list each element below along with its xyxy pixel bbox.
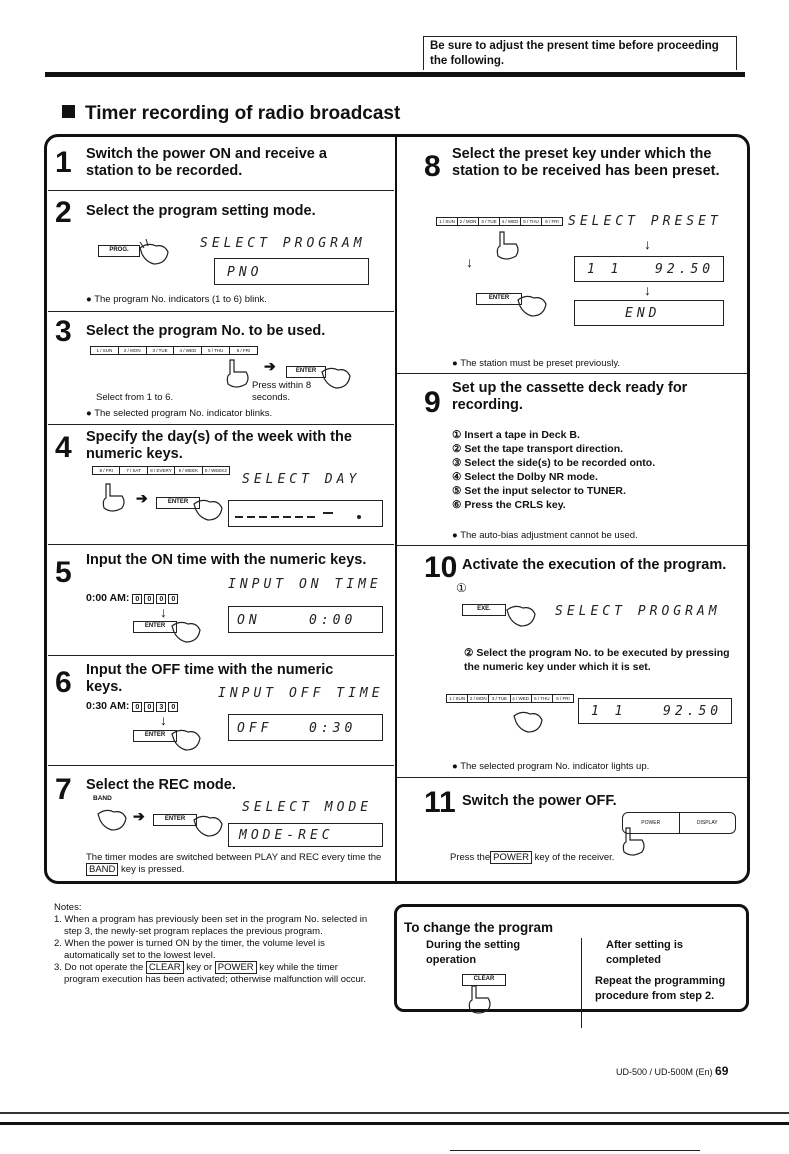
note-3-b: key or [186,962,213,973]
step-3-number: 3 [55,315,72,348]
change-title: To change the program [404,920,554,935]
numeric-keyrow[interactable] [92,466,230,475]
enter-key[interactable]: ENTER [133,621,177,633]
footer-rule [0,1112,789,1114]
numeric-key[interactable]: 8 / FRI [93,467,120,474]
preset-key[interactable]: 5 / THU [521,218,542,225]
digit-key[interactable]: 0 [144,594,154,604]
numeric-key[interactable]: 9 / WEEK [175,467,202,474]
numeric-key[interactable]: 0 / WEEK2 [204,468,227,473]
footer-rule [450,1150,700,1151]
arrow-right-icon: ➔ [133,808,145,824]
on-time-label [86,592,180,604]
hand-press-icon [464,984,498,1016]
section-title [62,103,400,125]
numeric-keyrow[interactable] [90,346,258,355]
step-9-number: 9 [424,386,441,419]
list-item: ④ Select the Dolby NR mode. [452,471,598,483]
enter-key[interactable]: ENTER [153,814,197,826]
step-2-text: Select the program setting mode. [86,203,316,219]
step-11-note [450,852,614,864]
numeric-key[interactable]: 5 / THU [532,695,553,702]
change-left-head: During the setting operation [426,939,521,966]
step-9-note-text: The auto-bias adjustment cannot be used. [460,530,638,541]
step-4-number: 4 [55,431,72,464]
divider [397,373,747,374]
step-8-number: 8 [424,150,441,183]
list-item: ⑤ Set the input selector to TUNER. [452,485,626,497]
step-11-note-b: key of the receiver. [534,852,615,863]
arrow-right-icon: ➔ [264,358,276,374]
hand-press-icon [492,230,526,262]
section-title-text: Timer recording of radio broadcast [85,103,401,124]
step-7-note-a: The timer modes are switched between PLAY and REC every time the [86,852,382,863]
lcd-display-box [228,714,383,741]
numeric-key[interactable]: 7 / SAT [120,467,147,474]
step-3-note-text: The selected program No. indicator blinks. [94,408,273,419]
sub-step-2: ② Select the program No. to be executed by pressing the numeric key under which it is set. [464,647,730,673]
divider [48,544,394,545]
power-key-ref: POWER [490,851,532,864]
lcd-display-box [574,256,724,282]
change-divider [581,938,582,1028]
clear-key-ref: CLEAR [146,961,184,974]
digit-key[interactable]: 0 [132,594,142,604]
lcd-frequency: 92.50 [663,704,723,719]
hand-press-icon [170,722,204,754]
digit-key[interactable]: 0 [132,702,142,712]
numeric-key[interactable]: 2 / MON [119,347,147,354]
numeric-key[interactable]: 1 / SUN [447,695,468,702]
step-7-text: Select the REC mode. [86,777,236,793]
step-4-text: Specify the day(s) of the week with the numeric keys. [86,429,352,462]
step-10-note: ● The selected program No. indicator lights up. [452,761,650,772]
enter-key[interactable]: ENTER [476,293,522,305]
arrow-down-icon: ↓ [160,604,167,620]
numeric-key[interactable]: 5 / THU [202,347,230,354]
hand-press-icon [505,598,539,630]
hand-press-icon [170,614,204,646]
power-key-ref: POWER [215,961,257,974]
on-time-text: 0:00 AM: [86,592,130,604]
band-key-label[interactable]: BAND [93,795,112,802]
step-3-note: ● The selected program No. indicator blinks. [86,408,273,419]
lcd-display-box [228,823,383,847]
change-right-text: Repeat the programming procedure from step 2. [595,975,726,1002]
lcd-select-program: SELECT PROGRAM [555,604,721,619]
lcd-off: OFF [237,721,273,736]
arrow-right-icon: ➔ [136,490,148,506]
step-6-text: Input the OFF time with the numeric keys. [86,662,334,695]
sub-step-1: ① [456,581,467,595]
step-2-note-text: The program No. indicators (1 to 6) blink. [94,294,267,305]
list-item: ⑥ Press the CRLS key. [452,499,566,511]
step-1-number: 1 [55,146,72,179]
step-2-note: ● The program No. indicators (1 to 6) blink. [86,294,267,305]
prog-key[interactable]: PROG. [98,245,140,257]
lcd-preset-no: 1 1 [591,704,627,719]
lcd-display-box [214,258,369,285]
column-divider [395,136,397,882]
step-10-text: Activate the execution of the program. [462,557,727,573]
step-11-text: Switch the power OFF. [462,793,617,809]
divider [48,765,394,766]
power-key[interactable]: POWER [623,813,680,833]
divider [48,311,394,312]
divider [397,545,747,546]
clear-key[interactable]: CLEAR [462,974,506,986]
numeric-key[interactable]: 6 / FRI [556,696,570,701]
arrow-down-icon: ↓ [160,712,167,728]
lcd-mode-rec: MODE-REC [239,828,334,843]
step-3-text: Select the program No. to be used. [86,323,326,339]
change-right-head: After setting is completed [606,939,684,966]
preset-key[interactable]: 1 / SUN [437,218,458,225]
step-5-number: 5 [55,556,72,589]
list-item: ① Insert a tape in Deck B. [452,429,580,441]
step-5-text: Input the ON time with the numeric keys. [86,552,367,568]
lcd-segments-icon [229,501,379,525]
divider [48,655,394,656]
note-item: 1. When a program has previously been set in the program No. selected in step 3, the newly-set program replaces the previous program. [54,914,368,937]
lcd-input-off-time: INPUT OFF TIME [218,686,384,701]
note-3-c: key while the timer program execution has been activated; otherwise malfunction will occur. [64,962,367,985]
lcd-display-box [574,300,724,326]
lcd-display-box [228,606,383,633]
numeric-key[interactable]: 6 / FRI [236,348,251,353]
lcd-input-on-time: INPUT ON TIME [228,577,382,592]
hand-press-icon [618,826,652,858]
notes-block [54,902,374,986]
enter-key[interactable]: ENTER [286,366,326,378]
lcd-display-box [578,698,732,724]
press-within-label: Press within 8 seconds. [252,380,312,403]
lcd-frequency: 92.50 [655,262,715,277]
step-8-note-text: The station must be preset previously. [460,358,621,369]
arrow-down-icon: ↓ [644,236,651,252]
step-7-number: 7 [55,773,72,806]
hand-press-icon [320,360,354,392]
numeric-key[interactable]: 1 / SUN [91,347,119,354]
off-time-text: 0:30 AM: [86,700,130,712]
hand-press-icon [192,808,226,840]
numeric-key[interactable]: 3 / TUE [147,347,175,354]
footer-model: UD-500 / UD-500M (En) [616,1067,713,1077]
numeric-key[interactable]: 4 / WED [174,347,202,354]
arrow-down-icon: ↓ [466,254,473,270]
digit-key[interactable]: 0 [168,702,178,712]
preset-keyrow[interactable] [436,217,563,226]
step-11-number: 11 [424,786,456,819]
preset-key[interactable]: 4 / WED [500,218,521,225]
numeric-key[interactable]: 8 / EVERY [148,467,175,474]
enter-key[interactable]: ENTER [133,730,177,742]
lcd-select-preset: SELECT PRESET [568,214,722,229]
page-footer [616,1064,728,1078]
step-7-note [86,852,386,876]
digit-key[interactable]: 0 [156,594,166,604]
bullet-square-icon [62,105,75,118]
numeric-keyrow[interactable] [446,694,574,703]
hand-press-icon [138,236,172,268]
divider [48,424,394,425]
footer-rule [0,1122,789,1125]
lcd-pno: PNO [227,265,263,280]
step-8-text: Select the preset key under which the station to be received has been preset. [452,146,720,179]
step-9-note: ● The auto-bias adjustment cannot be used. [452,530,638,541]
divider [48,190,394,191]
note-3-a: 3. Do not operate the [54,962,144,973]
step-11-note-a: Press the [450,852,491,863]
notes-title: Notes: [54,902,82,913]
step-7-note-b: key is pressed. [121,864,185,875]
hand-press-icon [222,358,256,390]
preset-key[interactable]: 3 / TUE [479,218,500,225]
step-1-text: Switch the power ON and receive a station to be recorded. [86,146,327,179]
lcd-off-time: 0:30 [309,721,357,736]
digit-key[interactable]: 0 [168,594,178,604]
step-10-note-text: The selected program No. indicator lights up. [460,761,650,772]
step-10-number: 10 [424,551,458,584]
lcd-select-program: SELECT PROGRAM [200,236,366,251]
header-rule [45,72,745,77]
numeric-key[interactable]: 4 / WED [511,695,532,702]
lcd-on: ON [237,613,261,628]
hand-press-icon [98,482,132,514]
hand-press-icon [512,704,546,736]
numeric-key[interactable]: 2 / MON [468,695,489,702]
numeric-key[interactable]: 3 / TUE [489,695,510,702]
list-item: ③ Select the side(s) to be recorded onto. [452,457,656,469]
exe-key[interactable]: EXE. [462,604,506,616]
arrow-down-icon: ↓ [644,282,651,298]
note-item: 2. When the power is turned ON by the timer, the volume level is automatically set to the lowest level. [54,938,325,961]
list-item: ② Set the tape transport direction. [452,443,624,455]
lcd-preset-no: 1 1 [587,262,623,277]
page-number: 69 [715,1064,729,1078]
lcd-end: END [625,306,661,321]
enter-key[interactable]: ENTER [156,497,200,509]
step-9-list [452,428,655,512]
lcd-display-box [228,500,383,527]
step-8-note: ● The station must be preset previously. [452,358,621,369]
digit-key[interactable]: 3 [156,702,166,712]
step-9-text: Set up the cassette deck ready for recording. [452,380,688,413]
preset-key[interactable]: 2 / MON [458,218,479,225]
hand-press-icon [96,802,130,834]
step-6-number: 6 [55,666,72,699]
band-key-ref: BAND [86,863,118,876]
divider [397,777,747,778]
hand-press-icon [192,492,226,524]
lcd-select-mode: SELECT MODE [242,800,373,815]
note-item [54,962,374,986]
preset-key[interactable]: 6 / FRI [545,219,559,224]
digit-key[interactable]: 0 [144,702,154,712]
off-time-label [86,700,180,712]
lcd-on-time: 0:00 [309,613,357,628]
select-from-label: Select from 1 to 6. [96,392,174,403]
hand-press-icon [516,288,550,320]
display-key[interactable]: DISPLAY [696,820,718,826]
step-2-number: 2 [55,196,72,229]
lcd-select-day: SELECT DAY [242,472,361,487]
top-note: Be sure to adjust the present time before proceeding the following. [423,36,737,70]
